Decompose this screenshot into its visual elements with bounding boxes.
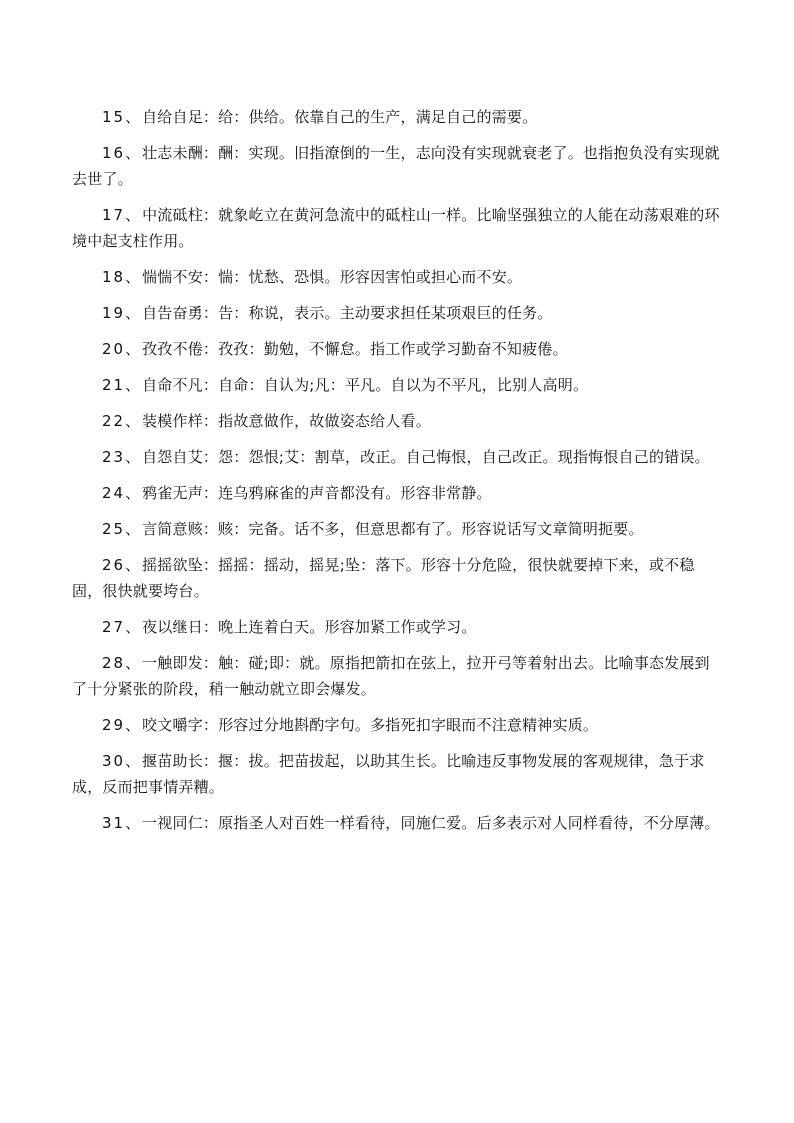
entry-number: 17、 xyxy=(102,206,143,224)
entry-number: 24、 xyxy=(102,484,143,502)
idiom-entry-29 xyxy=(72,712,722,738)
idiom-entry-30 xyxy=(72,748,722,800)
entry-number: 21、 xyxy=(102,376,143,394)
entry-number: 15、 xyxy=(102,108,143,126)
entry-text: 惴惴不安：惴：忧愁、恐惧。形容因害怕或担心而不安。 xyxy=(142,268,523,286)
entry-text: 咬文嚼字：形容过分地斟酌字句。多指死扣字眼而不注意精神实质。 xyxy=(142,716,599,734)
entry-text: 自给自足：给：供给。依靠自己的生产，满足自己的需要。 xyxy=(142,108,538,126)
idiom-entry-28 xyxy=(72,650,722,702)
idiom-entry-18 xyxy=(72,264,722,290)
entry-number: 29、 xyxy=(102,716,143,734)
entry-number: 28、 xyxy=(102,654,143,672)
entry-text: 夜以继日：晚上连着白天。形容加紧工作或学习。 xyxy=(142,618,477,636)
idiom-entry-15 xyxy=(72,104,722,130)
idiom-entry-17 xyxy=(72,202,722,254)
idiom-list xyxy=(72,104,722,846)
idiom-entry-19 xyxy=(72,300,722,326)
idiom-entry-22 xyxy=(72,408,722,434)
entry-number: 23、 xyxy=(102,448,143,466)
entry-text: 自怨自艾：怨：怨恨;艾：割草，改正。自己悔恨，自己改正。现指悔恨自己的错误。 xyxy=(142,448,710,466)
entry-text: 装模作样：指故意做作，故做姿态给人看。 xyxy=(142,412,431,430)
entry-number: 22、 xyxy=(102,412,143,430)
entry-text: 一视同仁：原指圣人对百姓一样看待，同施仁爱。后多表示对人同样看待，不分厚薄。 xyxy=(142,814,720,832)
entry-text: 言简意赅：赅：完备。话不多，但意思都有了。形容说话写文章简明扼要。 xyxy=(142,520,644,538)
entry-number: 25、 xyxy=(102,520,143,538)
entry-number: 20、 xyxy=(102,340,143,358)
entry-text: 孜孜不倦：孜孜：勤勉，不懈怠。指工作或学习勤奋不知疲倦。 xyxy=(142,340,568,358)
entry-number: 18、 xyxy=(102,268,143,286)
entry-text: 自命不凡：自命：自认为;凡：平凡。自以为不平凡，比别人高明。 xyxy=(142,376,589,394)
entry-number: 19、 xyxy=(102,304,143,322)
entry-text: 摇摇欲坠：摇摇：摇动，摇晃;坠：落下。形容十分危险，很快就要掉下来，或不稳固，很快就要垮台。 xyxy=(72,556,695,600)
idiom-entry-23 xyxy=(72,444,722,470)
entry-text: 自告奋勇：告：称说，表示。主动要求担任某项艰巨的任务。 xyxy=(142,304,553,322)
entry-number: 16、 xyxy=(102,144,143,162)
idiom-entry-20 xyxy=(72,336,722,362)
idiom-entry-25 xyxy=(72,516,722,542)
entry-text: 揠苗助长：揠：拔。把苗拔起，以助其生长。比喻违反事物发展的客观规律，急于求成，反而把事情弄糟。 xyxy=(72,752,705,796)
entry-number: 27、 xyxy=(102,618,143,636)
idiom-entry-16 xyxy=(72,140,722,192)
idiom-entry-24 xyxy=(72,480,722,506)
idiom-entry-26 xyxy=(72,552,722,604)
entry-number: 31、 xyxy=(102,814,143,832)
entry-number: 30、 xyxy=(102,752,143,770)
entry-number: 26、 xyxy=(102,556,143,574)
entry-text: 壮志未酬：酬：实现。旧指潦倒的一生，志向没有实现就衰老了。也指抱负没有实现就去世了。 xyxy=(72,144,720,188)
idiom-entry-31 xyxy=(72,810,722,836)
idiom-entry-21 xyxy=(72,372,722,398)
idiom-entry-27 xyxy=(72,614,722,640)
entry-text: 中流砥柱：就象屹立在黄河急流中的砥柱山一样。比喻坚强独立的人能在动荡艰难的环境中起支柱作用。 xyxy=(72,206,720,250)
entry-text: 鸦雀无声：连乌鸦麻雀的声音都没有。形容非常静。 xyxy=(142,484,492,502)
entry-text: 一触即发：触：碰;即：就。原指把箭扣在弦上，拉开弓等着射出去。比喻事态发展到了十分紧张的阶段，稍一触动就立即会爆发。 xyxy=(72,654,710,698)
